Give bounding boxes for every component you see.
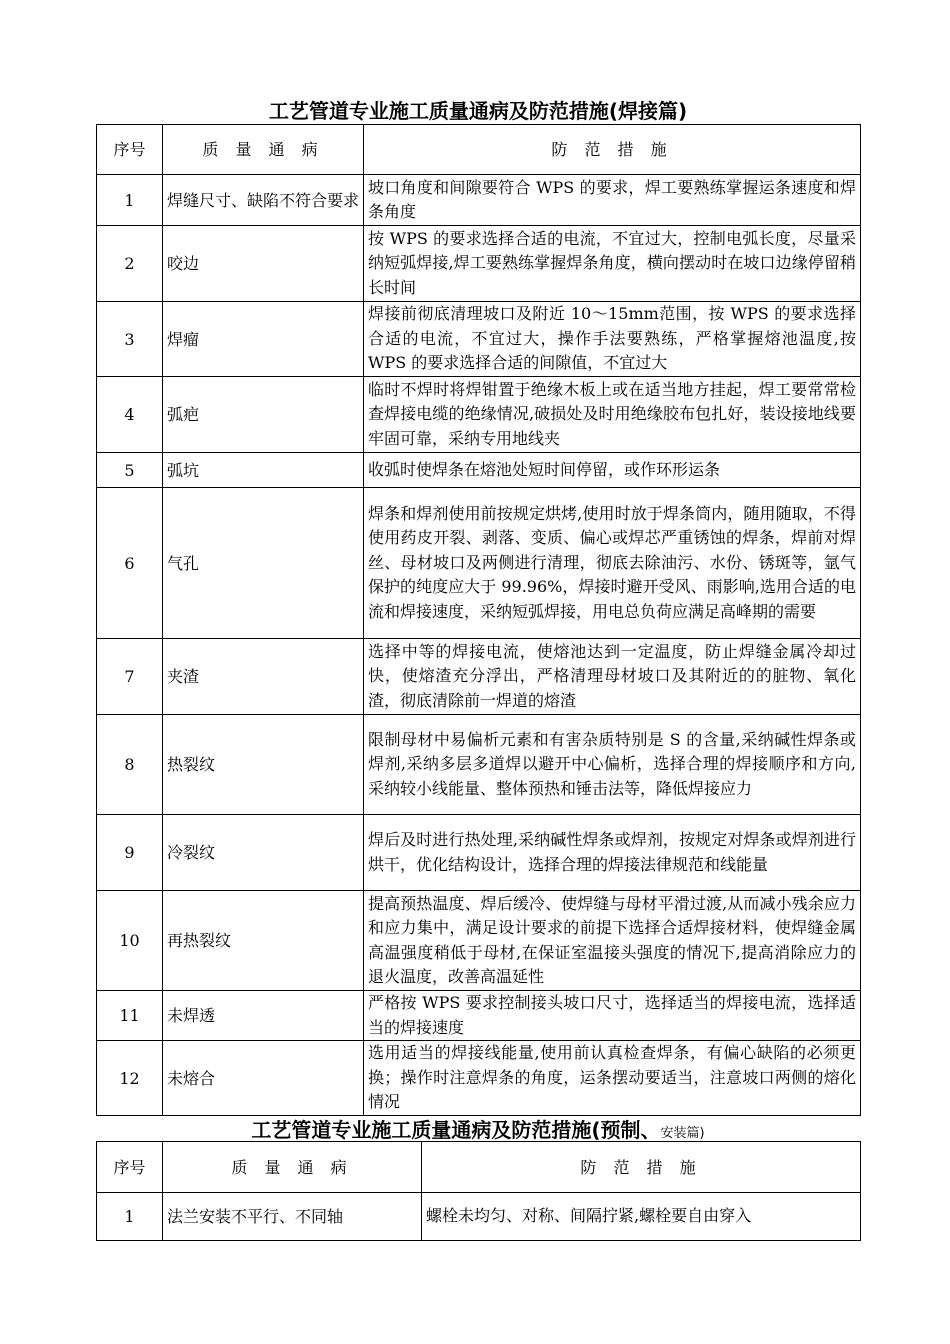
header-no: 序号 xyxy=(97,125,163,175)
row-no: 11 xyxy=(97,991,163,1041)
row-no: 2 xyxy=(97,226,163,302)
header-measure: 防 范 措 施 xyxy=(364,125,861,175)
row-no: 6 xyxy=(97,488,163,639)
row-measure: 提高预热温度、焊后缓冷、使焊缝与母材平滑过渡,从而减小残余应力和应力集中，满足设计要求的前提下选择合适焊接材料，使焊缝金属高温强度稍低于母材,在保证室温接头强度的情况下,提高消除应力的退火温度，改善高温延性 xyxy=(364,891,861,991)
row-measure: 临时不焊时将焊钳置于绝缘木板上或在适当地方挂起，焊工要常常检查焊接电缆的绝缘情况,破损处及时用绝缘胶布包扎好，装设接地线要牢固可靠，采纳专用地线夹 xyxy=(364,377,861,453)
row-defect: 未熔合 xyxy=(163,1041,364,1116)
row-measure: 焊后及时进行热处理,采纳碱性焊条或焊剂，按规定对焊条或焊剂进行烘干，优化结构设计，选择合理的焊接法律规范和线能量 xyxy=(364,815,861,891)
row-no: 4 xyxy=(97,377,163,453)
table-row xyxy=(97,226,861,302)
table-row xyxy=(97,815,861,891)
row-defect: 热裂纹 xyxy=(163,715,364,815)
table-row xyxy=(97,1041,861,1116)
row-measure: 坡口角度和间隙要符合 WPS 的要求，焊工要熟练掌握运条速度和焊条角度 xyxy=(364,175,861,226)
table-header-row xyxy=(97,125,861,175)
section2-title-main: 工艺管道专业施工质量通病及防范措施(预制、 xyxy=(251,1118,661,1142)
table-row xyxy=(97,639,861,715)
row-defect: 法兰安装不平行、不同轴 xyxy=(163,1193,422,1241)
row-measure: 收弧时使焊条在熔池处短时间停留，或作环形运条 xyxy=(364,453,861,488)
row-no: 7 xyxy=(97,639,163,715)
row-defect: 咬边 xyxy=(163,226,364,302)
section2-title-suffix: 安装篇) xyxy=(660,1126,705,1141)
prefab-install-defects-table xyxy=(96,1141,861,1241)
row-defect: 弧疤 xyxy=(163,377,364,453)
row-no: 12 xyxy=(97,1041,163,1116)
row-measure: 按 WPS 的要求选择合适的电流，不宜过大，控制电弧长度，尽量采纳短弧焊接,焊工要熟练掌握焊条角度，横向摆动时在坡口边缘停留稍长时间 xyxy=(364,226,861,302)
table-row xyxy=(97,715,861,815)
row-measure: 限制母材中易偏析元素和有害杂质特别是 S 的含量,采纳碱性焊条或焊剂,采纳多层多道焊以避开中心偏析，选择合理的焊接顺序和方向,采纳较小线能量、整体预热和锤击法等，降低焊接应力 xyxy=(364,715,861,815)
header-no: 序号 xyxy=(97,1142,163,1193)
table-row xyxy=(97,991,861,1041)
header-defect: 质 量 通 病 xyxy=(163,1142,422,1193)
row-defect: 再热裂纹 xyxy=(163,891,364,991)
table-row xyxy=(97,488,861,639)
row-measure: 焊条和焊剂使用前按规定烘烤,使用时放于焊条筒内，随用随取，不得使用药皮开裂、剥落、变质、偏心或焊芯严重锈蚀的焊条，焊前对焊丝、母材坡口及两侧进行清理，彻底去除油污、水份、锈斑等，氩气保护的纯度应大于 99.96%，焊接时避开受风、雨影响,选用合适的电流和焊接速度，采纳短弧焊接，用电总负荷应满足高峰期的需要 xyxy=(364,488,861,639)
row-defect: 气孔 xyxy=(163,488,364,639)
header-measure: 防 范 措 施 xyxy=(422,1142,861,1193)
row-defect: 未焊透 xyxy=(163,991,364,1041)
row-no: 8 xyxy=(97,715,163,815)
row-defect: 冷裂纹 xyxy=(163,815,364,891)
row-measure: 严格按 WPS 要求控制接头坡口尺寸，选择适当的焊接电流，选择适当的焊接速度 xyxy=(364,991,861,1041)
header-defect: 质 量 通 病 xyxy=(163,125,364,175)
table-row xyxy=(97,1193,861,1241)
row-no: 1 xyxy=(97,1193,163,1241)
table-row xyxy=(97,453,861,488)
table-row xyxy=(97,891,861,991)
section1-title: 工艺管道专业施工质量通病及防范措施(焊接篇) xyxy=(268,99,688,123)
row-defect: 焊缝尺寸、缺陷不符合要求 xyxy=(163,175,364,226)
row-measure: 焊接前彻底清理坡口及附近 10～15mm范围，按 WPS 的要求选择合适的电流，不宜过大，操作手法要熟练，严格掌握熔池温度,按 WPS 的要求选择合适的间隙值，不宜过大 xyxy=(364,302,861,377)
welding-defects-table xyxy=(96,124,861,1116)
table-row xyxy=(97,302,861,377)
row-no: 9 xyxy=(97,815,163,891)
row-no: 3 xyxy=(97,302,163,377)
row-no: 1 xyxy=(97,175,163,226)
row-defect: 焊瘤 xyxy=(163,302,364,377)
row-measure: 螺栓未均匀、对称、间隔拧紧,螺栓要自由穿入 xyxy=(422,1193,861,1241)
row-defect: 弧坑 xyxy=(163,453,364,488)
row-defect: 夹渣 xyxy=(163,639,364,715)
row-no: 5 xyxy=(97,453,163,488)
row-measure: 选用适当的焊接线能量,使用前认真检查焊条，有偏心缺陷的必须更换；操作时注意焊条的角度，运条摆动要适当，注意坡口两侧的熔化情况 xyxy=(364,1041,861,1116)
row-no: 10 xyxy=(97,891,163,991)
table-row xyxy=(97,175,861,226)
row-measure: 选择中等的焊接电流，使熔池达到一定温度，防止焊缝金属冷却过快，使熔渣充分浮出，严格清理母材坡口及其附近的的脏物、氧化渣，彻底清除前一焊道的熔渣 xyxy=(364,639,861,715)
table-row xyxy=(97,377,861,453)
table-header-row xyxy=(97,1142,861,1193)
